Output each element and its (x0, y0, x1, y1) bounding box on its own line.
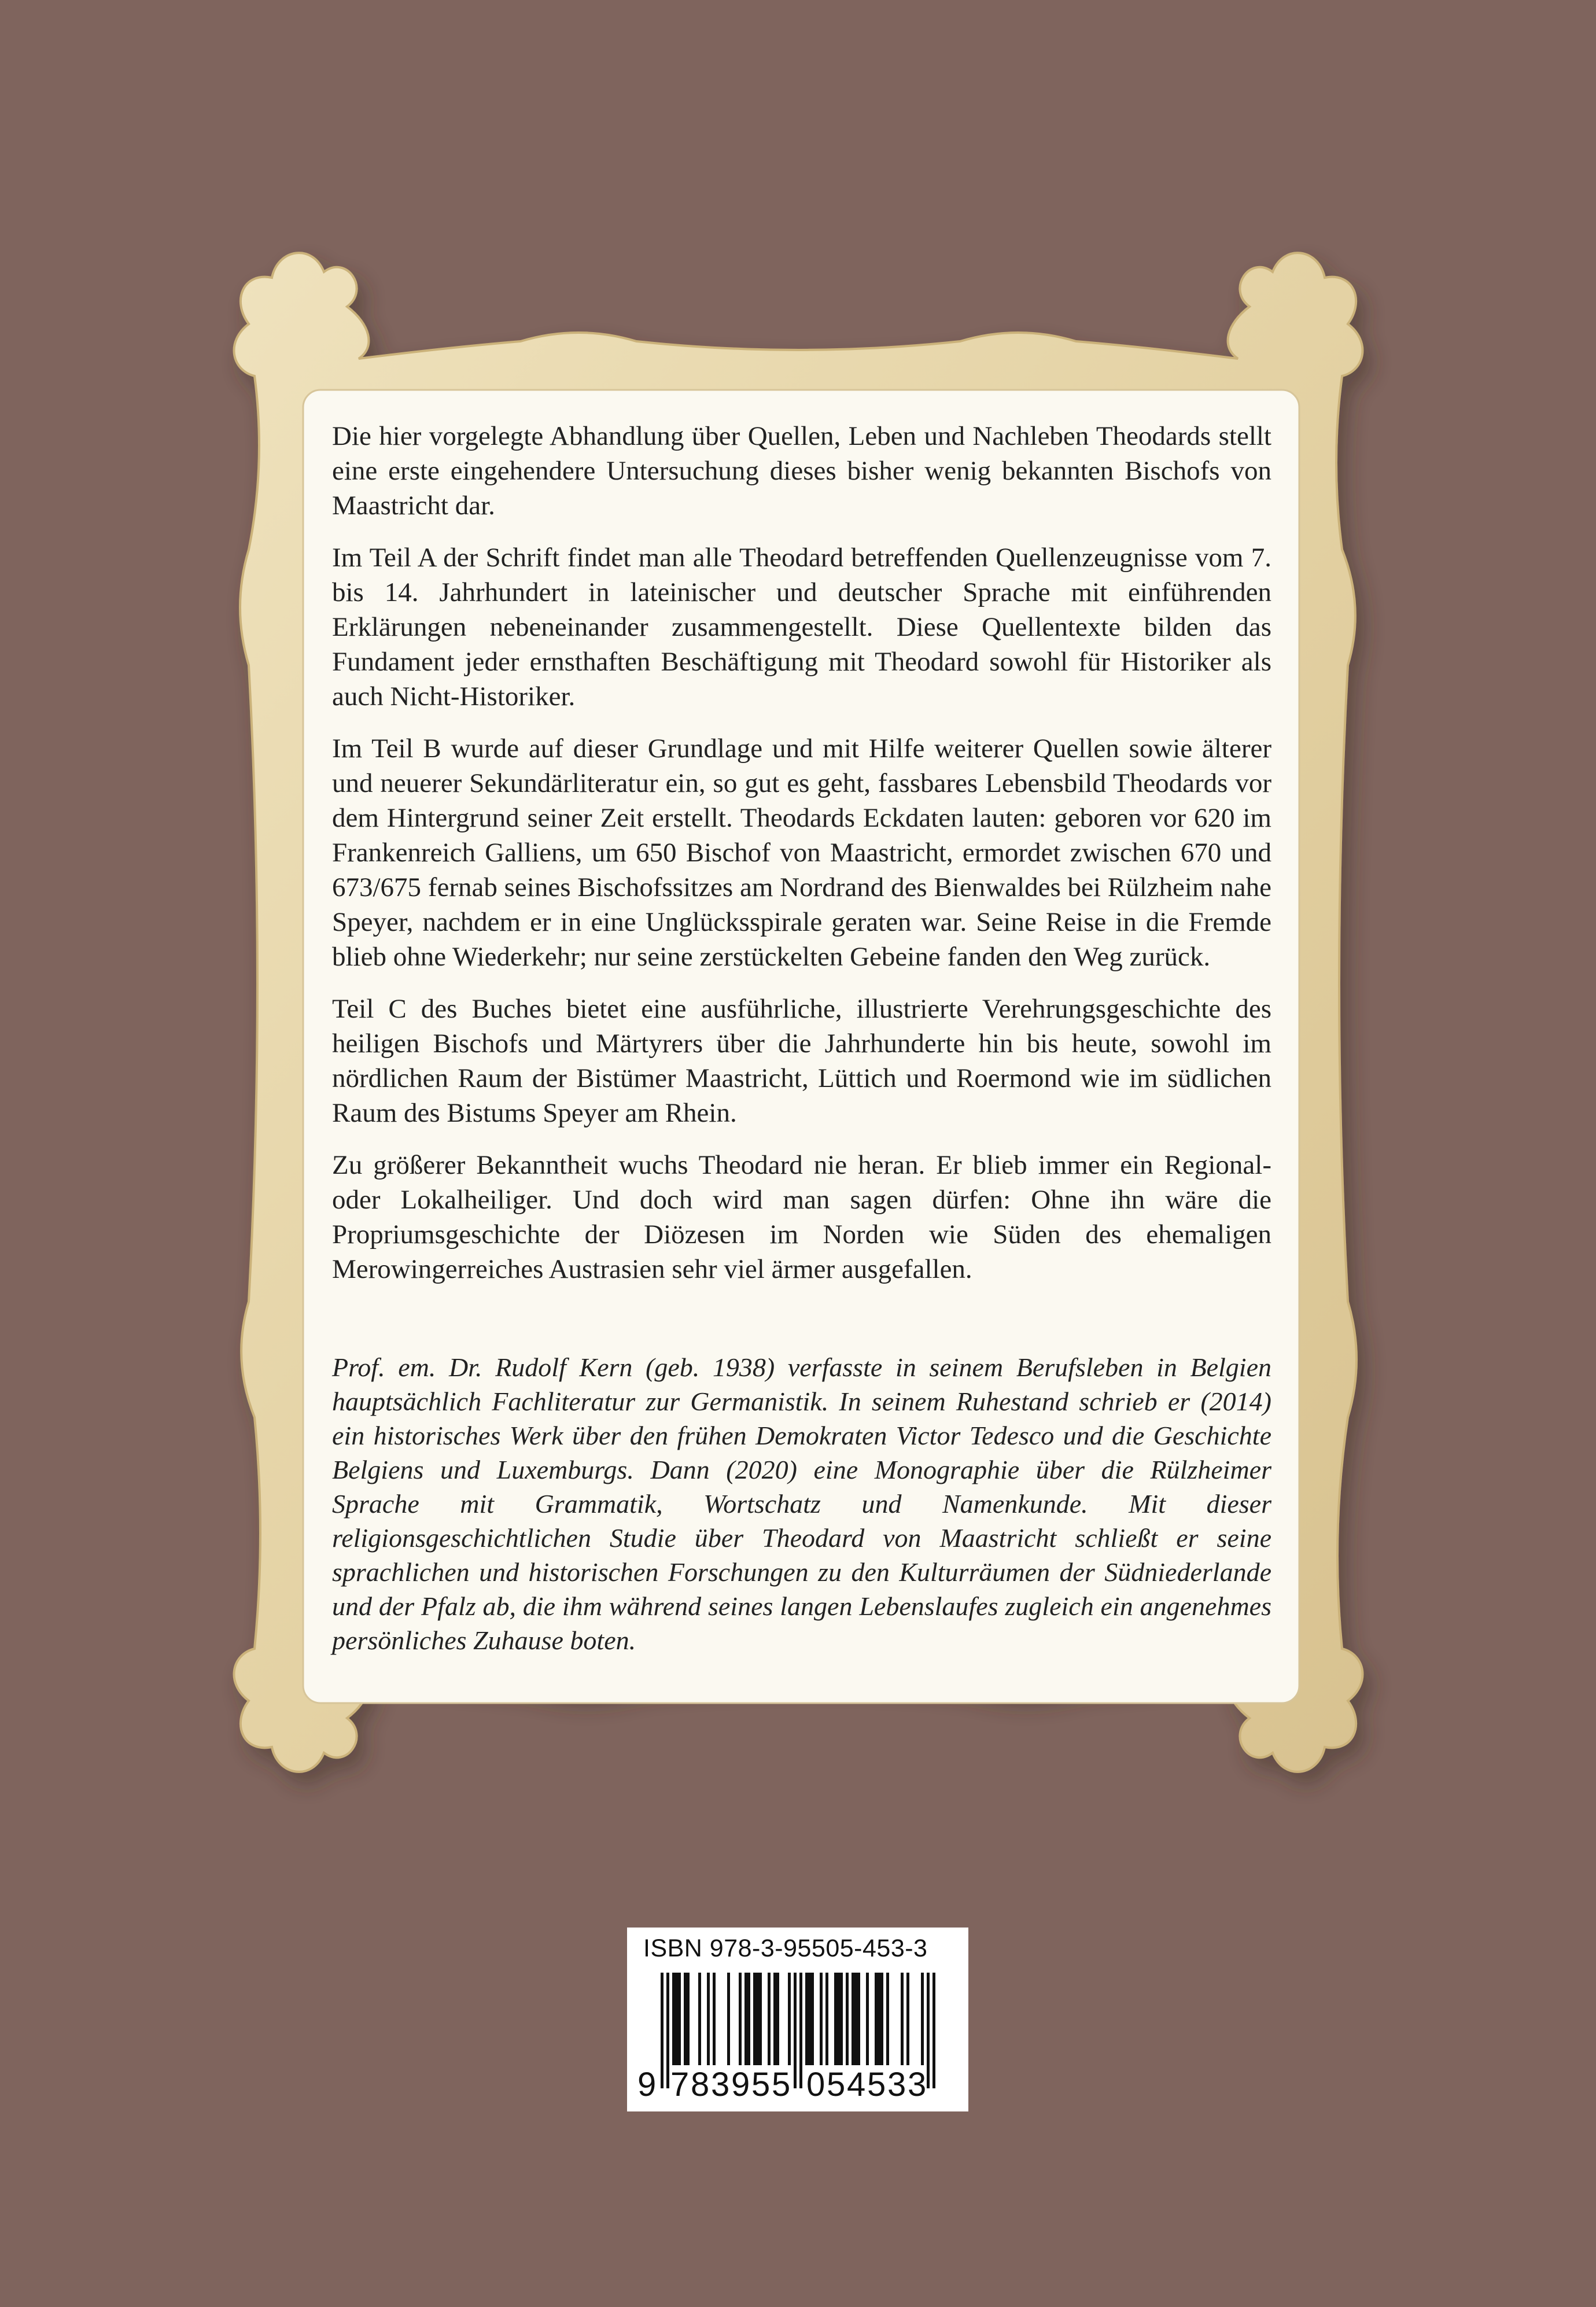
barcode-bar (875, 1973, 878, 2065)
barcode-bar (854, 1973, 857, 2065)
barcode-bar (753, 1973, 756, 2065)
blurb-paragraph-3: Im Teil B wurde auf dieser Grundlage und mit Hilfe weiterer Quellen sowie älterer und neuerer Sekundärliteratur ein, so gut es geht, fassbares Lebensbild Theodards vor dem Hintergrund seiner Zeit erstellt. Theodards Eckdaten lauten: geboren vor 620 im Frankenreich Galliens, um 650 Bischof von Maastricht, ermordet zwischen 670 und 673/675 fernab seines Bischofssitzes am Nordrand des Bienwaldes bei Rülzheim nahe Speyer, nachdem er in eine Unglücksspirale geraten war. Seine Reise in die Fremde blieb ohne Wiederkehr; nur seine zerstückelten Gebeine fanden den Weg zurück. (332, 734, 1271, 972)
barcode-bar (837, 1973, 840, 2065)
barcode-bar (675, 1973, 678, 2065)
barcode-digit: 7 (670, 2066, 690, 2103)
barcode-digit: 9 (637, 2066, 657, 2103)
barcode-digits (627, 2065, 968, 2106)
barcode-bar (840, 1973, 843, 2065)
barcode-bar (811, 1973, 814, 2065)
barcode-bar (901, 1973, 904, 2065)
barcode-bar (727, 1973, 730, 2065)
barcode-bar (739, 1973, 742, 2065)
barcode-digit: 3 (908, 2066, 927, 2103)
barcode-bar (678, 1973, 681, 2065)
barcode-bar (768, 1973, 771, 2065)
barcode-bar (698, 1973, 701, 2065)
barcode-digit: 5 (827, 2066, 846, 2103)
isbn-label: ISBN 978-3-95505-453-3 (643, 1934, 928, 1962)
barcode-digit: 5 (751, 2066, 771, 2103)
barcode-bar (880, 1973, 883, 2065)
barcode-bar (788, 1973, 791, 2065)
barcode-digit: 8 (691, 2066, 710, 2103)
barcode-bar (756, 1973, 759, 2065)
barcode-bar (773, 1973, 776, 2065)
barcode-bar (825, 1973, 828, 2065)
blurb-paragraph-5: Zu größerer Bekanntheit wuchs Theodard nie heran. Er blieb immer ein Regional- oder Lokalheiliger. Und doch wird man sagen dürfen: Ohne ihn wäre die Propriumsgeschichte der Diözesen im Norden wie Süden des ehemaligen Merowingerreiches Austrasien sehr viel ärmer ausgefallen. (332, 1150, 1271, 1284)
barcode-bar (707, 1973, 710, 2065)
barcode-digit: 4 (847, 2066, 866, 2103)
barcode-bar (805, 1973, 808, 2065)
barcode-bar (713, 1973, 716, 2065)
barcode-bar (687, 1973, 690, 2065)
barcode-bar (747, 1973, 750, 2065)
barcode-bar (866, 1973, 869, 2065)
barcode-bar (878, 1973, 880, 2065)
barcode-bar (684, 1973, 687, 2065)
barcode-bar (857, 1973, 860, 2065)
barcode-digit: 3 (887, 2066, 906, 2103)
barcode-digit: 5 (772, 2066, 791, 2103)
barcode-bar (776, 1973, 779, 2065)
barcode-digit: 0 (806, 2066, 825, 2103)
isbn-barcode (627, 1928, 968, 2111)
barcode-bar (759, 1973, 762, 2065)
barcode-bar (834, 1973, 837, 2065)
author-bio: Prof. em. Dr. Rudolf Kern (geb. 1938) verfasste in seinem Berufsleben in Belgien hauptsächlich Fachliteratur zur Germanistik. In seinem Ruhestand schrieb er (2014) ein historisches Werk über den frühen Demokraten Victor Tedesco und die Geschichte Belgiens und Luxemburgs. Dann (2020) eine Monographie über die Rülzheimer Sprache mit Grammatik, Wortschatz und Namenkunde. Mit dieser religionsgeschichtlichen Studie über Theodard von Maastricht schließt er seine sprachlichen und historischen Forschungen zu den Kulturräumen der Südniederlande und der Pfalz ab, die ihm während seines langen Lebenslaufes zugleich ein angenehmes persönliches Zuhause boten. (332, 1352, 1271, 1655)
barcode-digit: 3 (711, 2066, 730, 2103)
blurb-paragraph-2: Im Teil A der Schrift findet man alle Theodard betreffenden Quellenzeugnisse vom 7. bis 14. Jahrhundert in lateinischer und deutscher Sprache mit einführenden Erklärungen nebeneinander zusammengestellt. Diese Quellentexte bilden das Fundament jeder ernsthaften Beschäftigung mit Theodard sowohl für Historiker als auch Nicht-Historiker. (332, 543, 1271, 712)
barcode-bar (808, 1973, 811, 2065)
barcode-bar (852, 1973, 854, 2065)
barcode-digit: 9 (731, 2066, 750, 2103)
barcode-bar (820, 1973, 823, 2065)
barcode-bar (921, 1973, 924, 2065)
blurb-paragraph-1: Die hier vorgelegte Abhandlung über Quellen, Leben und Nachleben Theodards stellt eine erste eingehendere Untersuchung dieses bisher wenig bekannten Bischofs von Maastricht dar. (332, 421, 1271, 521)
blurb-panel (303, 390, 1299, 1703)
barcode-bar (886, 1973, 889, 2065)
barcode-bar (672, 1973, 675, 2065)
blurb-paragraph-4: Teil C des Buches bietet eine ausführliche, illustrierte Verehrungsgeschichte des heiligen Bischofs und Märtyrers über die Jahrhunderte hin bis heute, sowohl im nördlichen Raum der Bistümer Maastricht, Lüttich und Roermond wie im südlichen Raum des Bistums Speyer am Rhein. (332, 994, 1271, 1128)
barcode-bar (744, 1973, 747, 2065)
barcode-bar (906, 1973, 909, 2065)
barcode-bar (846, 1973, 849, 2065)
barcode-digit: 5 (867, 2066, 886, 2103)
